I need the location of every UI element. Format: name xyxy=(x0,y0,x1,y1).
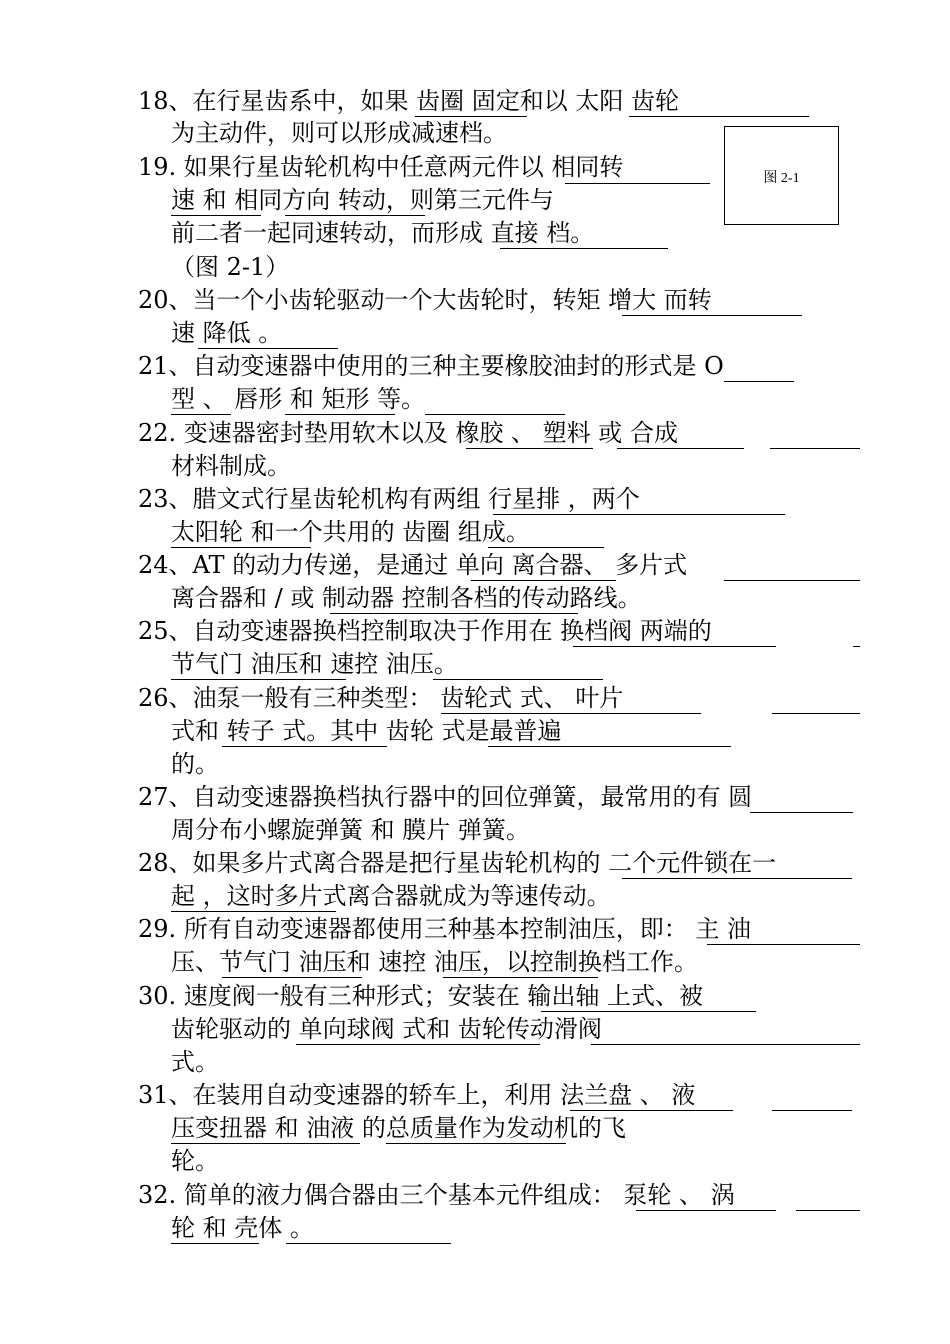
answer-blank xyxy=(171,215,261,216)
text-line: 30. 速度阀一般有三种形式；安装在 输出轴 上式、被 xyxy=(138,982,704,1010)
answer-blank xyxy=(573,646,776,647)
text-line: 式和 转子 式。其中 齿轮 式是最普遍 xyxy=(171,717,562,745)
figure-label: 图 2-1 xyxy=(763,171,800,186)
text-line: 节气门 油压和 速控 油压。 xyxy=(171,650,458,678)
answer-blank xyxy=(636,1210,776,1211)
answer-blank xyxy=(222,977,362,978)
text-line: 轮 和 壳体 。 xyxy=(171,1214,314,1242)
answer-blank xyxy=(171,1143,360,1144)
text-line: 的。 xyxy=(171,750,219,778)
answer-blank xyxy=(171,679,346,680)
answer-blank xyxy=(500,248,668,249)
answer-blank xyxy=(591,1044,860,1045)
text-line: 型 、 唇形 和 矩形 等。 xyxy=(171,385,426,413)
text-line: 周分布小螺旋弹簧 和 膜片 弹簧。 xyxy=(171,816,530,844)
answer-blank xyxy=(622,315,802,316)
answer-blank xyxy=(796,1210,860,1211)
text-line: 29. 所有自动变速器都使用三种基本控制油压，即： 主 油 xyxy=(138,915,752,943)
answer-blank xyxy=(617,448,744,449)
answer-blank xyxy=(772,1110,852,1111)
answer-blank xyxy=(386,1143,566,1144)
text-line: 太阳轮 和一个共用的 齿圈 组成。 xyxy=(171,518,530,546)
answer-blank xyxy=(171,547,311,548)
answer-blank xyxy=(198,348,338,349)
text-line: 压变扭器 和 油液 的总质量作为发动机的飞 xyxy=(171,1114,626,1142)
text-line: 速 和 相同方向 转动，则第三元件与 xyxy=(171,186,554,214)
answer-blank xyxy=(285,215,425,216)
answer-blank xyxy=(724,580,860,581)
text-line: 离合器和 / 或 制动器 控制各档的传动路线。 xyxy=(171,584,642,612)
text-line: 压、节气门 油压和 速控 油压，以控制换档工作。 xyxy=(171,948,698,976)
answer-blank xyxy=(466,448,593,449)
text-line: 材料制成。 xyxy=(171,452,291,480)
text-line: 27、自动变速器换档执行器中的回位弹簧，最常用的有 圆 xyxy=(138,783,753,811)
text-line: 为主动件，则可以形成减速档。 xyxy=(171,119,507,147)
answer-blank xyxy=(415,116,527,117)
text-line: 31、在装用自动变速器的轿车上，利用 法兰盘 、 液 xyxy=(138,1081,696,1109)
text-line: 速 降低 。 xyxy=(171,319,283,347)
answer-blank xyxy=(853,646,860,647)
answer-blank xyxy=(707,944,860,945)
answer-blank xyxy=(285,414,395,415)
answer-blank xyxy=(541,1011,756,1012)
answer-blank xyxy=(171,414,231,415)
answer-blank xyxy=(425,414,565,415)
answer-blank xyxy=(443,977,598,978)
text-line: 齿轮驱动的 单向球阀 式和 齿轮传动滑阀 xyxy=(171,1015,602,1043)
answer-blank xyxy=(488,547,604,548)
text-line: 式。 xyxy=(171,1048,219,1076)
answer-blank xyxy=(433,679,603,680)
text-line: 32. 简单的液力偶合器由三个基本元件组成： 泵轮 、 涡 xyxy=(138,1181,735,1209)
answer-blank xyxy=(330,613,578,614)
text-line: 23、腊文式行星齿轮机构有两组 行星排 ，两个 xyxy=(138,485,640,513)
answer-blank xyxy=(750,812,853,813)
answer-blank xyxy=(222,746,387,747)
answer-blank xyxy=(441,713,701,714)
text-line: （图 2-1） xyxy=(171,253,290,281)
text-line: 前二者一起同速转动，而形成 直接 档。 xyxy=(171,219,595,247)
text-line: 起 ，这时多片式离合器就成为等速传动。 xyxy=(171,882,611,910)
answer-blank xyxy=(565,183,710,184)
text-line: 21、自动变速器中使用的三种主要橡胶油封的形式是 O xyxy=(138,352,724,380)
text-line: 22. 变速器密封垫用软木以及 橡胶 、 塑料 或 合成 xyxy=(138,419,678,447)
answer-blank xyxy=(724,381,794,382)
answer-blank xyxy=(493,514,785,515)
answer-blank xyxy=(296,1044,540,1045)
answer-blank xyxy=(570,1110,733,1111)
answer-blank xyxy=(286,1243,451,1244)
figure-2-1-placeholder xyxy=(724,126,839,225)
text-line: 25、自动变速器换档控制取决于作用在 换档阀 两端的 xyxy=(138,617,712,645)
answer-blank xyxy=(622,878,852,879)
answer-blank xyxy=(171,911,336,912)
text-line: 28、如果多片式离合器是把行星齿轮机构的 二个元件锁在一 xyxy=(138,849,777,877)
answer-blank xyxy=(171,1243,259,1244)
text-line: 18、在行星齿系中，如果 齿圈 固定和以 太阳 齿轮 xyxy=(138,87,680,115)
text-line: 轮。 xyxy=(171,1147,219,1175)
answer-blank xyxy=(471,580,616,581)
answer-blank xyxy=(488,746,731,747)
text-line: 26、油泵一般有三种类型： 齿轮式 式、 叶片 xyxy=(138,684,624,712)
text-line: 19. 如果行星齿轮机构中任意两元件以 相同转 xyxy=(138,153,624,181)
text-line: 24、AT 的动力传递，是通过 单向 离合器、 多片式 xyxy=(138,551,688,579)
answer-blank xyxy=(772,713,860,714)
answer-blank xyxy=(629,116,809,117)
answer-blank xyxy=(770,448,860,449)
text-line: 20、当一个小齿轮驱动一个大齿轮时，转矩 增大 而转 xyxy=(138,286,712,314)
